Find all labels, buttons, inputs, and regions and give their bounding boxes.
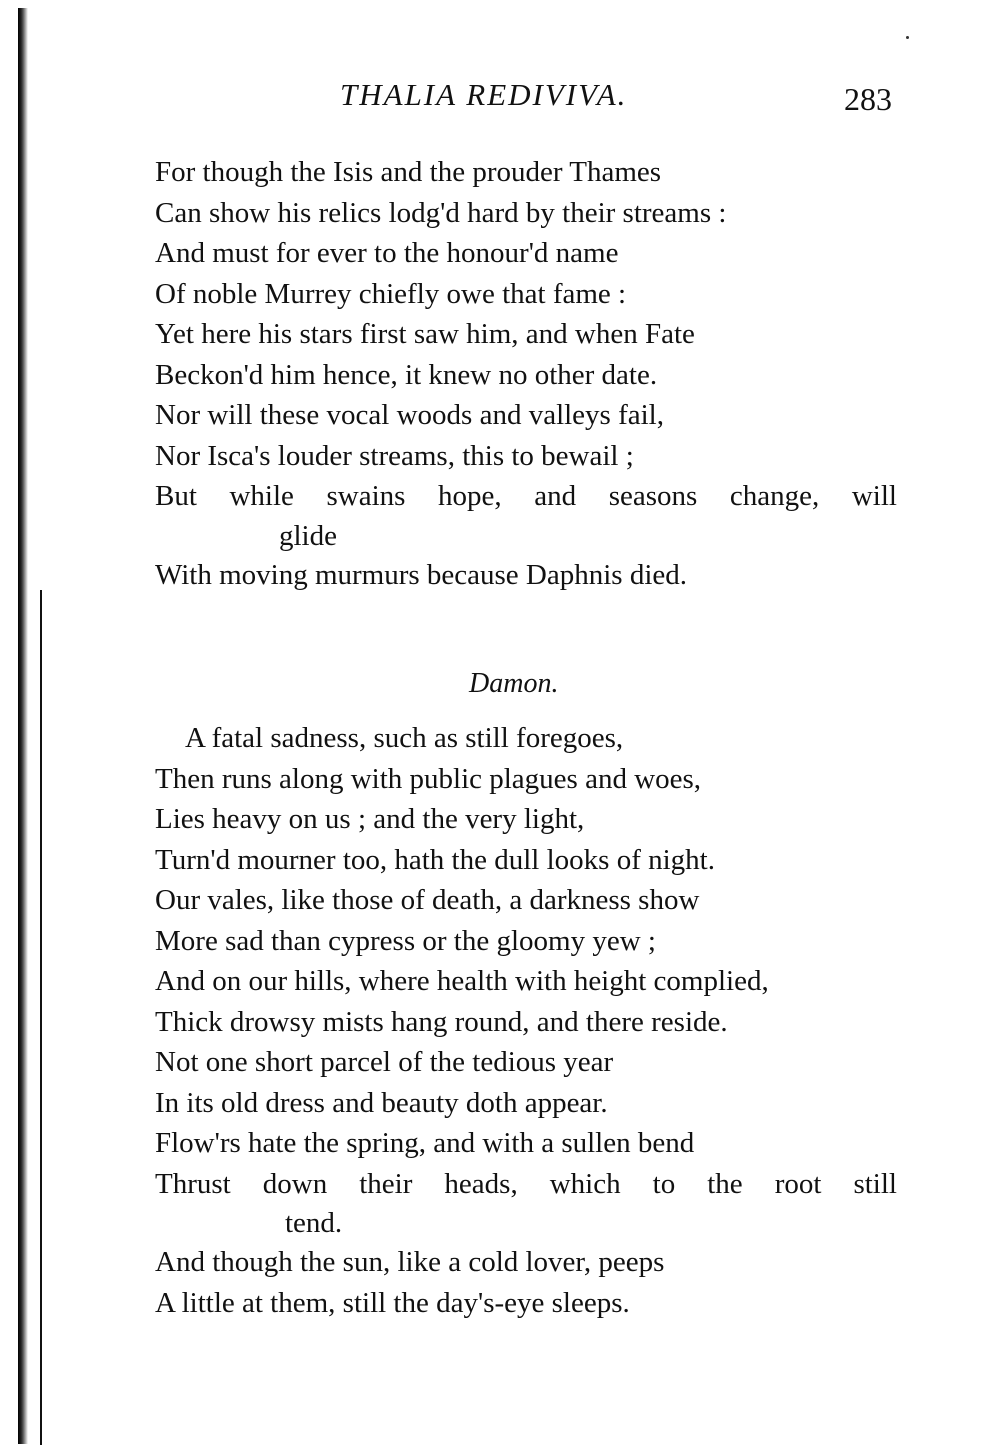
poem-conclusion	[155, 152, 897, 595]
verse-line: Nor Isca's louder streams, this to bewail ;	[155, 439, 634, 472]
verse-line: Thick drowsy mists hang round, and there reside.	[155, 1005, 728, 1038]
verse-line: Nor will these vocal woods and valleys fail,	[155, 399, 664, 431]
verse-line-continuation: tend.	[285, 1207, 343, 1239]
verse-word: still	[853, 1167, 897, 1200]
page-gutter-edge	[40, 590, 42, 1445]
verse-word: root	[774, 1167, 822, 1200]
verse-word: to	[652, 1167, 676, 1200]
verse-word: Thrust	[155, 1167, 231, 1200]
poem-damon	[155, 718, 897, 1323]
verse-word: which	[549, 1167, 621, 1200]
verse-line: Not one short parcel of the tedious year	[155, 1046, 614, 1078]
verse-word: swains	[326, 480, 406, 512]
verse-line: Beckon'd him hence, it knew no other date.	[155, 358, 658, 391]
verse-line: With moving murmurs because Daphnis died.	[155, 558, 688, 591]
verse-line: And on our hills, where health with height complied,	[155, 965, 769, 997]
verse-line: And though the sun, like a cold lover, peeps	[155, 1246, 665, 1278]
verse-word: while	[229, 480, 294, 512]
verse-word: hope,	[438, 480, 502, 512]
print-speck	[906, 36, 909, 39]
verse-line: Turn'd mourner too, hath the dull looks of night.	[155, 843, 715, 876]
section-title: Damon.	[469, 668, 559, 699]
verse-word: their	[359, 1167, 413, 1200]
verse-line-justified	[155, 476, 897, 517]
page-number: 283	[844, 81, 892, 117]
verse-line: Then runs along with public plagues and woes,	[155, 762, 702, 795]
verse-line: For though the Isis and the prouder Thames	[155, 156, 662, 188]
verse-line-continuation: glide	[279, 519, 337, 552]
verse-line: In its old dress and beauty doth appear.	[155, 1086, 608, 1119]
verse-line: More sad than cypress or the gloomy yew ;	[155, 924, 656, 957]
verse-line-justified	[155, 1164, 897, 1205]
verse-line: And must for ever to the honour'd name	[155, 237, 619, 269]
verse-word: heads,	[444, 1167, 518, 1200]
verse-word: will	[851, 480, 897, 512]
verse-line: A little at them, still the day's-eye sleeps.	[155, 1286, 630, 1319]
verse-line: Yet here his stars first saw him, and when Fate	[155, 318, 695, 350]
verse-word: change,	[729, 480, 820, 512]
verse-line: Of noble Murrey chiefly owe that fame :	[155, 277, 627, 310]
verse-line: Can show his relics lodg'd hard by their streams :	[155, 196, 727, 229]
verse-line: A fatal sadness, such as still foregoes,	[185, 722, 624, 754]
verse-word: down	[262, 1167, 328, 1200]
verse-word: But	[155, 480, 197, 512]
running-title: THALIA REDIVIVA.	[340, 77, 628, 112]
verse-line: Our vales, like those of death, a darkness show	[155, 884, 700, 916]
verse-line: Lies heavy on us ; and the very light,	[155, 803, 585, 835]
verse-word: seasons	[608, 480, 698, 512]
verse-line: Flow'rs hate the spring, and with a sullen bend	[155, 1127, 695, 1159]
verse-word: the	[707, 1167, 743, 1200]
verse-word: and	[534, 480, 577, 512]
page-gutter-shadow	[18, 8, 28, 1444]
